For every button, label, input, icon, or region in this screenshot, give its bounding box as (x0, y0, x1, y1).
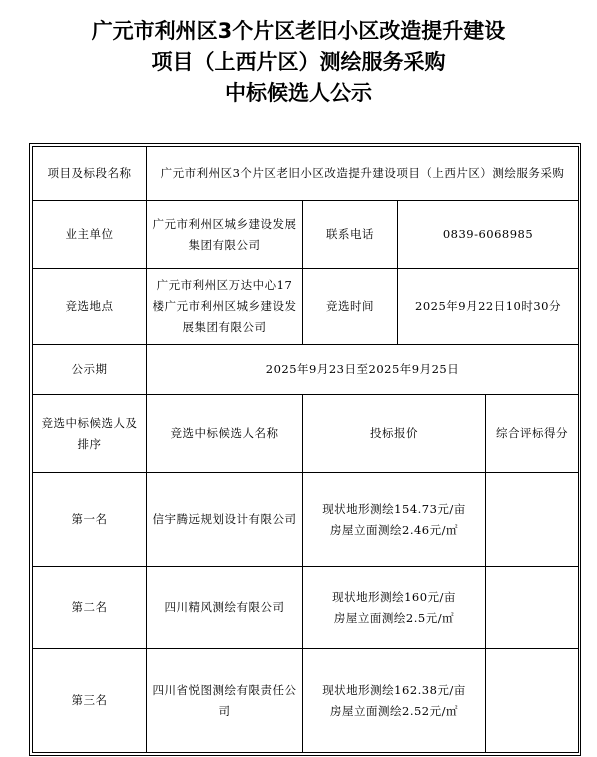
notice-label: 公示期 (33, 345, 147, 395)
document-title (0, 16, 597, 109)
table-row (33, 567, 579, 649)
candidate-rank: 第一名 (33, 473, 147, 567)
venue-label: 竞选地点 (33, 269, 147, 345)
project-row (33, 147, 579, 201)
candidate-score (486, 649, 579, 753)
candidate-price (303, 473, 486, 567)
venue-row (33, 269, 579, 345)
title-line-2: 项目（上西片区）测绘服务采购 (151, 50, 446, 74)
notice-row (33, 345, 579, 395)
table-row (33, 649, 579, 753)
bid-info-table (32, 146, 579, 753)
candidates-header-row (33, 395, 579, 473)
name-header: 竞选中标候选人名称 (147, 395, 303, 473)
owner-label: 业主单位 (33, 201, 147, 269)
price-facade: 房屋立面测绘2.5元/㎡ (333, 610, 455, 625)
rank-header: 竞选中标候选人及排序 (33, 395, 147, 473)
candidate-name: 信宇腾远规划设计有限公司 (147, 473, 303, 567)
owner-value: 广元市利州区城乡建设发展集团有限公司 (147, 201, 303, 269)
candidate-price (303, 649, 486, 753)
price-terrain: 现状地形测绘154.73元/亩 (322, 501, 466, 516)
score-header: 综合评标得分 (486, 395, 579, 473)
title-line-3: 中标候选人公示 (225, 81, 372, 105)
project-value: 广元市利州区3个片区老旧小区改造提升建设项目（上西片区）测绘服务采购 (147, 147, 579, 201)
candidate-score (486, 567, 579, 649)
price-facade: 房屋立面测绘2.52元/㎡ (330, 703, 458, 718)
notice-value: 2025年9月23日至2025年9月25日 (147, 345, 579, 395)
price-terrain: 现状地形测绘162.38元/亩 (322, 682, 466, 697)
owner-row (33, 201, 579, 269)
candidate-rank: 第二名 (33, 567, 147, 649)
phone-value: 0839-6068985 (398, 201, 579, 269)
venue-value: 广元市利州区万达中心17楼广元市利州区城乡建设发展集团有限公司 (147, 269, 303, 345)
candidate-rank: 第三名 (33, 649, 147, 753)
time-value: 2025年9月22日10时30分 (398, 269, 579, 345)
candidate-name: 四川省悦图测绘有限责任公司 (147, 649, 303, 753)
price-facade: 房屋立面测绘2.46元/㎡ (330, 522, 458, 537)
table-row (33, 473, 579, 567)
time-label: 竞选时间 (303, 269, 398, 345)
candidate-name: 四川精风测绘有限公司 (147, 567, 303, 649)
price-terrain: 现状地形测绘160元/亩 (332, 589, 456, 604)
price-header: 投标报价 (303, 395, 486, 473)
project-label: 项目及标段名称 (33, 147, 147, 201)
title-line-1: 广元市利州区3个片区老旧小区改造提升建设 (91, 19, 506, 43)
candidate-score (486, 473, 579, 567)
phone-label: 联系电话 (303, 201, 398, 269)
candidate-price (303, 567, 486, 649)
